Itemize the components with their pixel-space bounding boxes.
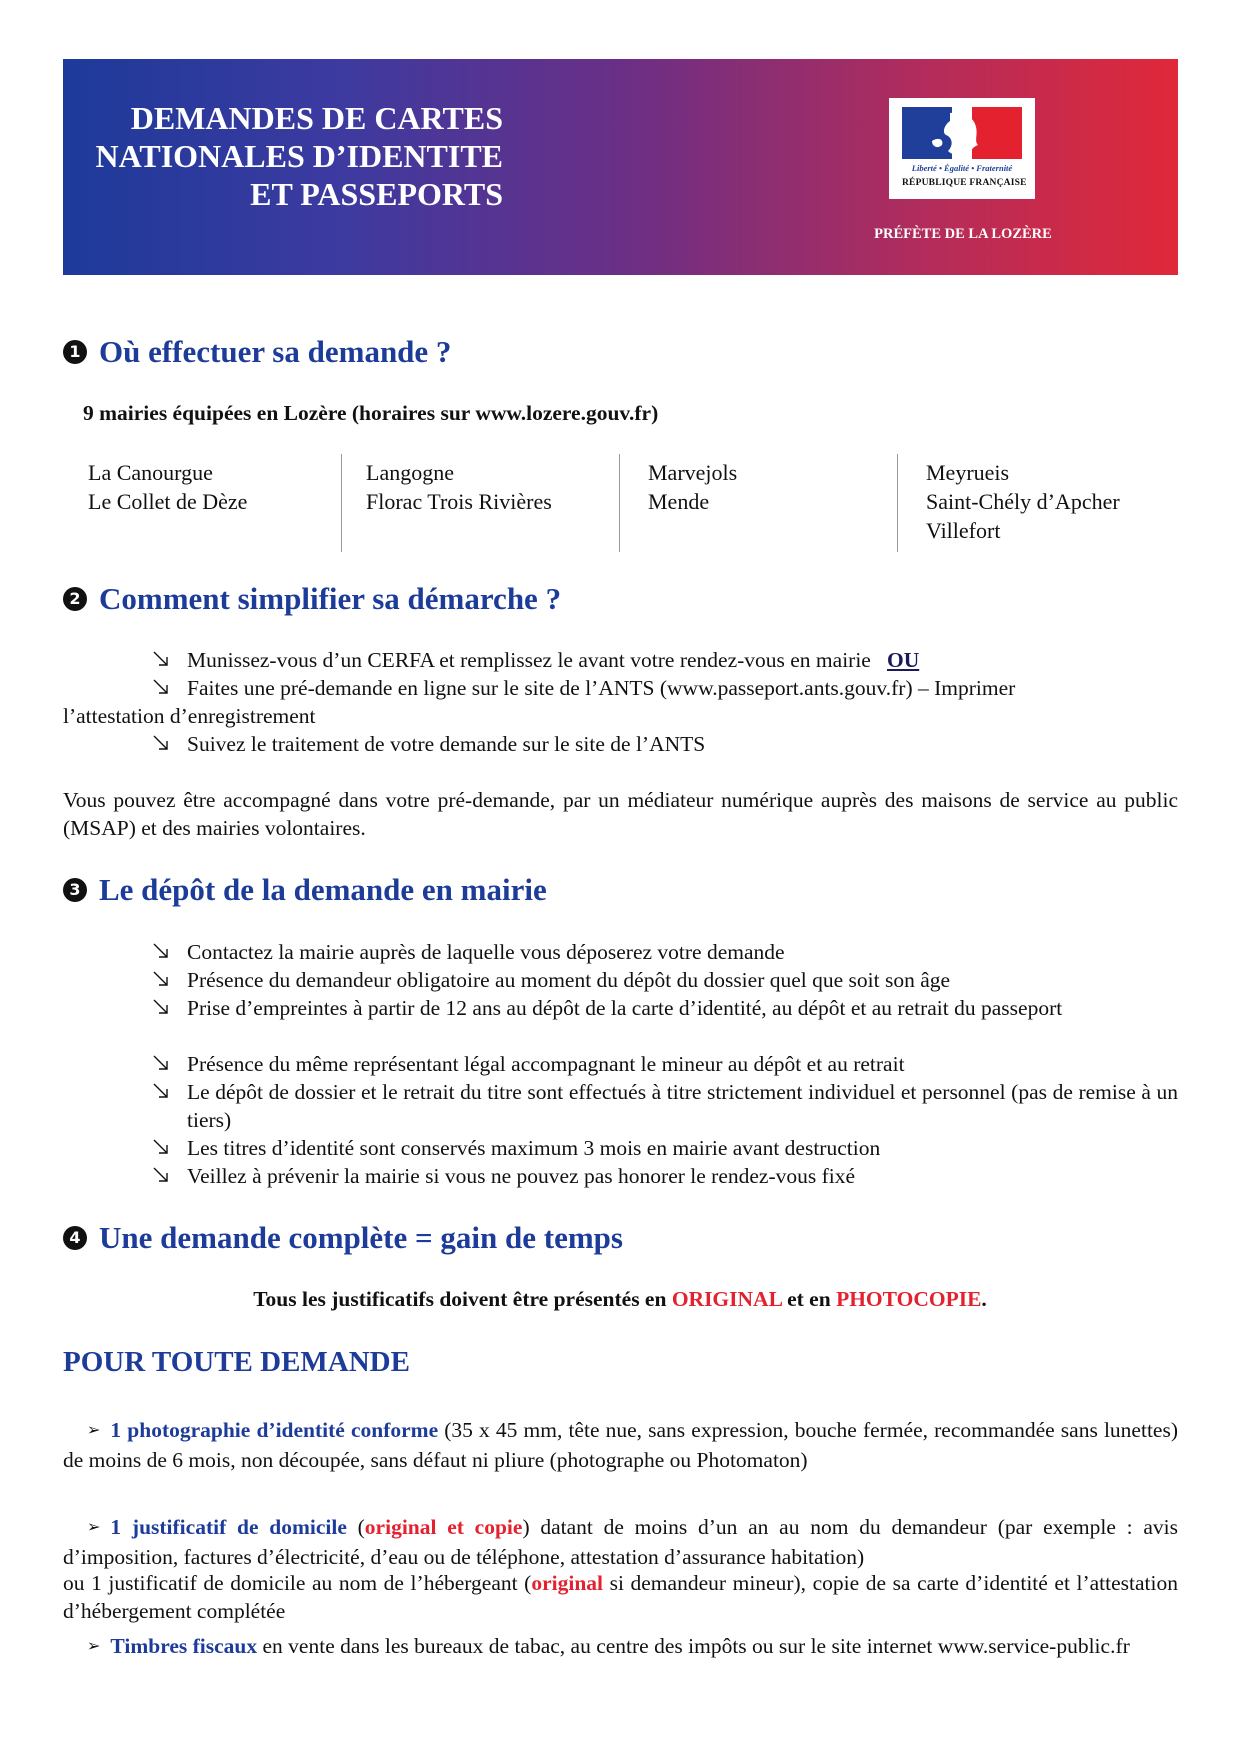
title-line-3: ET PASSEPORTS — [250, 176, 503, 212]
section1-number: 1 — [63, 340, 87, 364]
section2-title — [63, 581, 561, 617]
town: Mende — [648, 489, 710, 514]
towns-column-2 — [366, 458, 552, 516]
section2-number: 2 — [63, 587, 87, 611]
section3-number: 3 — [63, 878, 87, 902]
chevron-right-icon: ➢ — [87, 1420, 101, 1439]
town: Florac Trois Rivières — [366, 489, 552, 514]
original-copie-label: original et copie — [364, 1515, 523, 1539]
section3-item: Présence du demandeur obligatoire au moment du dépôt du dossier quel que soit son âge — [187, 968, 951, 992]
section1-intro: 9 mairies équipées en Lozère (horaires sur www.lozere.gouv.fr) — [83, 401, 659, 425]
towns-column-3 — [648, 458, 737, 516]
towns-column-1 — [88, 458, 247, 516]
section4-number: 4 — [63, 1226, 87, 1250]
section3-item: Contactez la mairie auprès de laquelle vous déposerez votre demande — [187, 940, 785, 964]
town: Le Collet de Dèze — [88, 489, 248, 514]
town: Langogne — [366, 460, 454, 485]
towns-column-4 — [926, 458, 1120, 545]
section2-item-1: Munissez-vous d’un CERFA et remplissez le avant votre rendez-vous en mairie OU — [187, 648, 920, 672]
section4-title — [63, 1220, 623, 1256]
title-line-1: DEMANDES DE CARTES — [130, 100, 503, 136]
section2-paragraph: Vous pouvez être accompagné dans votre pré-demande, par un médiateur numérique auprès des maisons de service au public (MSAP) et des mairies volontaires. — [63, 788, 1178, 840]
column-divider — [619, 454, 620, 552]
logo-motto: Liberté • Égalité • Fraternité — [911, 163, 1013, 173]
section3-item: Les titres d’identité sont conservés maximum 3 mois en mairie avant destruction — [187, 1136, 881, 1160]
photo-requirement: ➢ 1 photographie d’identité conforme (35 x 45 mm, tête nue, sans expression, bouche fermée, recommandée sans lunettes) de moins de 6 mois, non découpée, sans défaut ni pliure (photographe ou Photomaton) — [63, 1418, 1178, 1472]
documents-notice: Tous les justificatifs doivent être présentés en ORIGINAL et en PHOTOCOPIE. — [253, 1287, 987, 1311]
section2-item-2: Faites une pré-demande en ligne sur le site de l’ANTS (www.passeport.ants.gouv.fr) – Imprimer — [187, 676, 1016, 700]
section2-item-2-cont: l’attestation d’enregistrement — [63, 704, 316, 728]
hebergeant-requirement: ou 1 justificatif de domicile au nom de l’hébergeant (original si demandeur mineur), copie de sa carte d’identité et l’attestation d’hébergement complétée — [63, 1571, 1178, 1623]
domicile-label: 1 justificatif de domicile — [110, 1515, 347, 1539]
timbres-label: Timbres fiscaux — [110, 1634, 258, 1658]
photo-label: 1 photographie d’identité conforme — [110, 1418, 439, 1442]
town: Marvejols — [648, 460, 738, 485]
section3-item: Veillez à prévenir la mairie si vous ne pouvez pas honorer le rendez-vous fixé — [187, 1164, 856, 1188]
town: La Canourgue — [88, 460, 213, 485]
section3-item: Présence du même représentant légal accompagnant le mineur au dépôt et au retrait — [187, 1052, 905, 1076]
section3-title — [63, 872, 547, 908]
timbres-requirement: ➢ Timbres fiscaux en vente dans les bureaux de tabac, au centre des impôts ou sur le site internet www.service-public.fr — [87, 1634, 1130, 1658]
photocopie-label: PHOTOCOPIE — [836, 1287, 982, 1311]
arrow-bullet-icon — [152, 678, 170, 696]
prefecture-label: PRÉFÈTE DE LA LOZÈRE — [874, 226, 1052, 242]
town: Villefort — [926, 518, 1001, 543]
column-divider — [897, 454, 898, 552]
section4-title-text: Une demande complète = gain de temps — [99, 1220, 623, 1255]
section2-item-3: Suivez le traitement de votre demande sur le site de l’ANTS — [187, 732, 706, 756]
arrow-bullet-icon — [152, 942, 170, 960]
chevron-right-icon: ➢ — [87, 1517, 101, 1536]
arrow-bullet-icon — [152, 998, 170, 1016]
arrow-bullet-icon — [152, 734, 170, 752]
section2-title-text: Comment simplifier sa démarche ? — [99, 581, 562, 616]
section1-title-text: Où effectuer sa demande ? — [99, 334, 452, 369]
town: Meyrueis — [926, 460, 1010, 485]
title-line-2: NATIONALES D’IDENTITE — [95, 138, 503, 174]
column-divider — [341, 454, 342, 552]
town: Saint-Chély d’Apcher — [926, 489, 1120, 514]
section3-item: Prise d’empreintes à partir de 12 ans au dépôt de la carte d’identité, au dépôt et au retrait du passeport — [187, 996, 1063, 1020]
arrow-bullet-icon — [152, 1138, 170, 1156]
domicile-requirement: ➢ 1 justificatif de domicile (original et copie) datant de moins d’un an au nom du demandeur (par exemple : avis d’imposition, factures d’électricité, d’eau ou de téléphone, attestation d’assurance habitation) — [63, 1515, 1178, 1569]
marianne-profile-icon — [902, 107, 1022, 159]
section3-title-text: Le dépôt de la demande en mairie — [99, 872, 547, 907]
pour-toute-heading: POUR TOUTE DEMANDE — [63, 1346, 410, 1378]
flag-icon — [902, 107, 1022, 159]
original-label: original — [531, 1571, 604, 1595]
arrow-bullet-icon — [152, 1082, 170, 1100]
section3-item: Le dépôt de dossier et le retrait du titre sont effectués à titre strictement individuel et personnel (pas de remise à un tiers) — [187, 1080, 1178, 1132]
section1-title — [63, 334, 451, 370]
marianne-logo — [889, 98, 1035, 199]
arrow-bullet-icon — [152, 650, 170, 668]
document-title — [63, 99, 503, 213]
original-label: ORIGINAL — [671, 1287, 782, 1311]
logo-republic: RÉPUBLIQUE FRANÇAISE — [902, 178, 1027, 188]
arrow-bullet-icon — [152, 970, 170, 988]
or-label: OU — [886, 648, 920, 672]
arrow-bullet-icon — [152, 1166, 170, 1184]
arrow-bullet-icon — [152, 1054, 170, 1072]
chevron-right-icon: ➢ — [87, 1636, 101, 1655]
header-banner — [63, 59, 1178, 275]
